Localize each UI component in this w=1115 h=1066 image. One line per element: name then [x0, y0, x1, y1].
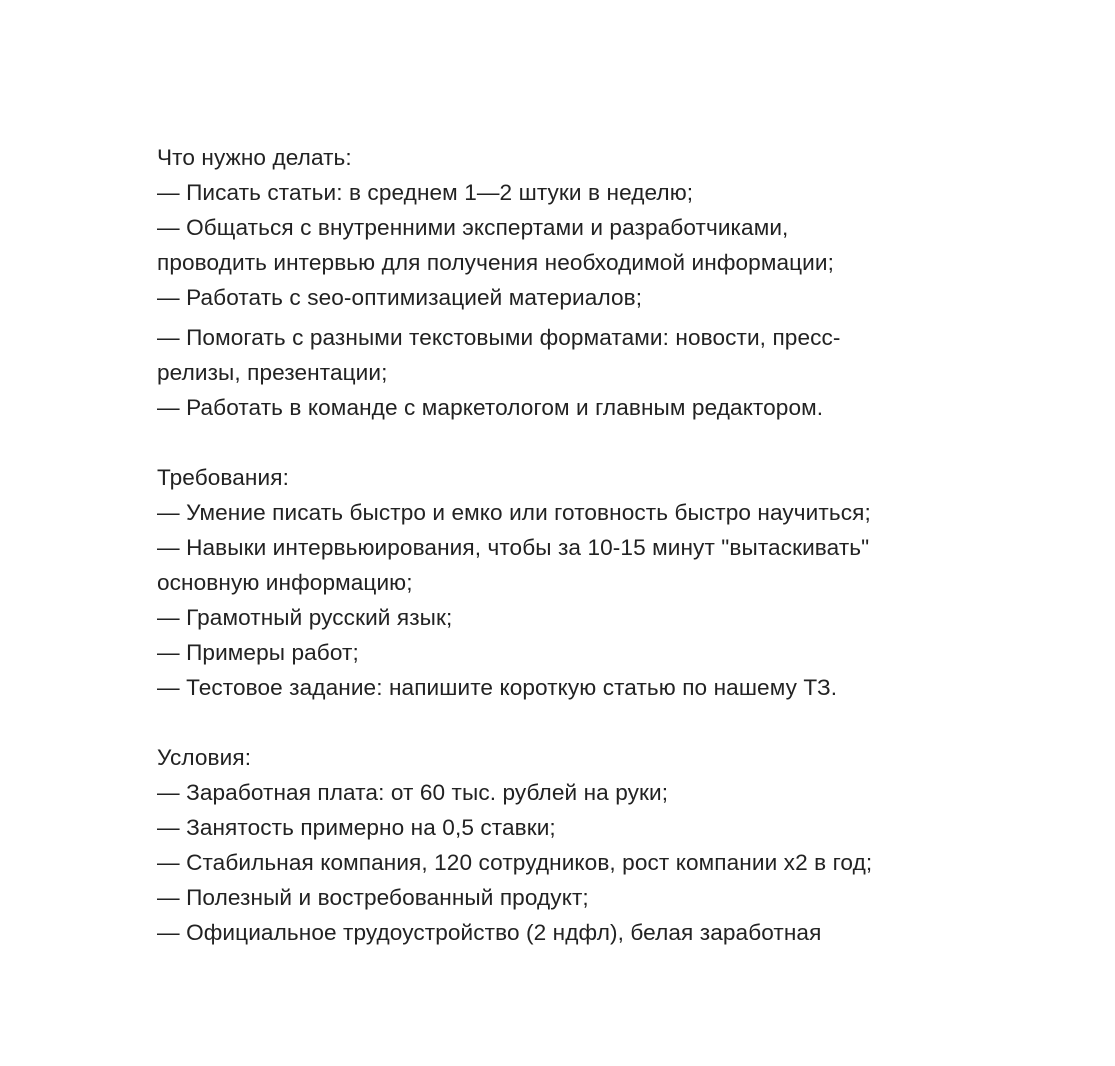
list-item: — Грамотный русский язык; — [157, 605, 453, 630]
list-item: — Писать статьи: в среднем 1—2 штуки в неделю; — [157, 180, 694, 205]
list-item: — Работать с seo-оптимизацией материалов; — [157, 285, 643, 310]
job-description — [157, 140, 977, 950]
list-item: — Помогать с разными текстовыми форматами: новости, пресс- — [157, 325, 841, 350]
list-item: — Занятость примерно на 0,5 ставки; — [157, 815, 556, 840]
list-item-continuation: основную информацию; — [157, 570, 413, 595]
section-requirements — [157, 460, 977, 705]
section-conditions — [157, 740, 977, 950]
list-item: — Работать в команде с маркетологом и главным редактором. — [157, 395, 824, 420]
list-item: — Полезный и востребованный продукт; — [157, 885, 589, 910]
list-item: — Умение писать быстро и емко или готовность быстро научиться; — [157, 500, 871, 525]
list-item-continuation: релизы, презентации; — [157, 360, 388, 385]
section-heading: Требования: — [157, 465, 289, 490]
list-item: — Стабильная компания, 120 сотрудников, рост компании х2 в год; — [157, 850, 873, 875]
list-item: — Общаться с внутренними экспертами и разработчиками, — [157, 215, 789, 240]
section-heading: Условия: — [157, 745, 252, 770]
list-item: — Навыки интервьюирования, чтобы за 10-15 минут "вытаскивать" — [157, 535, 870, 560]
list-item: — Тестовое задание: напишите короткую статью по нашему ТЗ. — [157, 675, 838, 700]
list-item: — Заработная плата: от 60 тыс. рублей на руки; — [157, 780, 669, 805]
section-duties — [157, 140, 977, 425]
list-item-continuation: проводить интервью для получения необходимой информации; — [157, 250, 835, 275]
list-item: — Официальное трудоустройство (2 ндфл), белая заработная — [157, 920, 822, 945]
section-heading: Что нужно делать: — [157, 145, 352, 170]
list-item: — Примеры работ; — [157, 640, 359, 665]
